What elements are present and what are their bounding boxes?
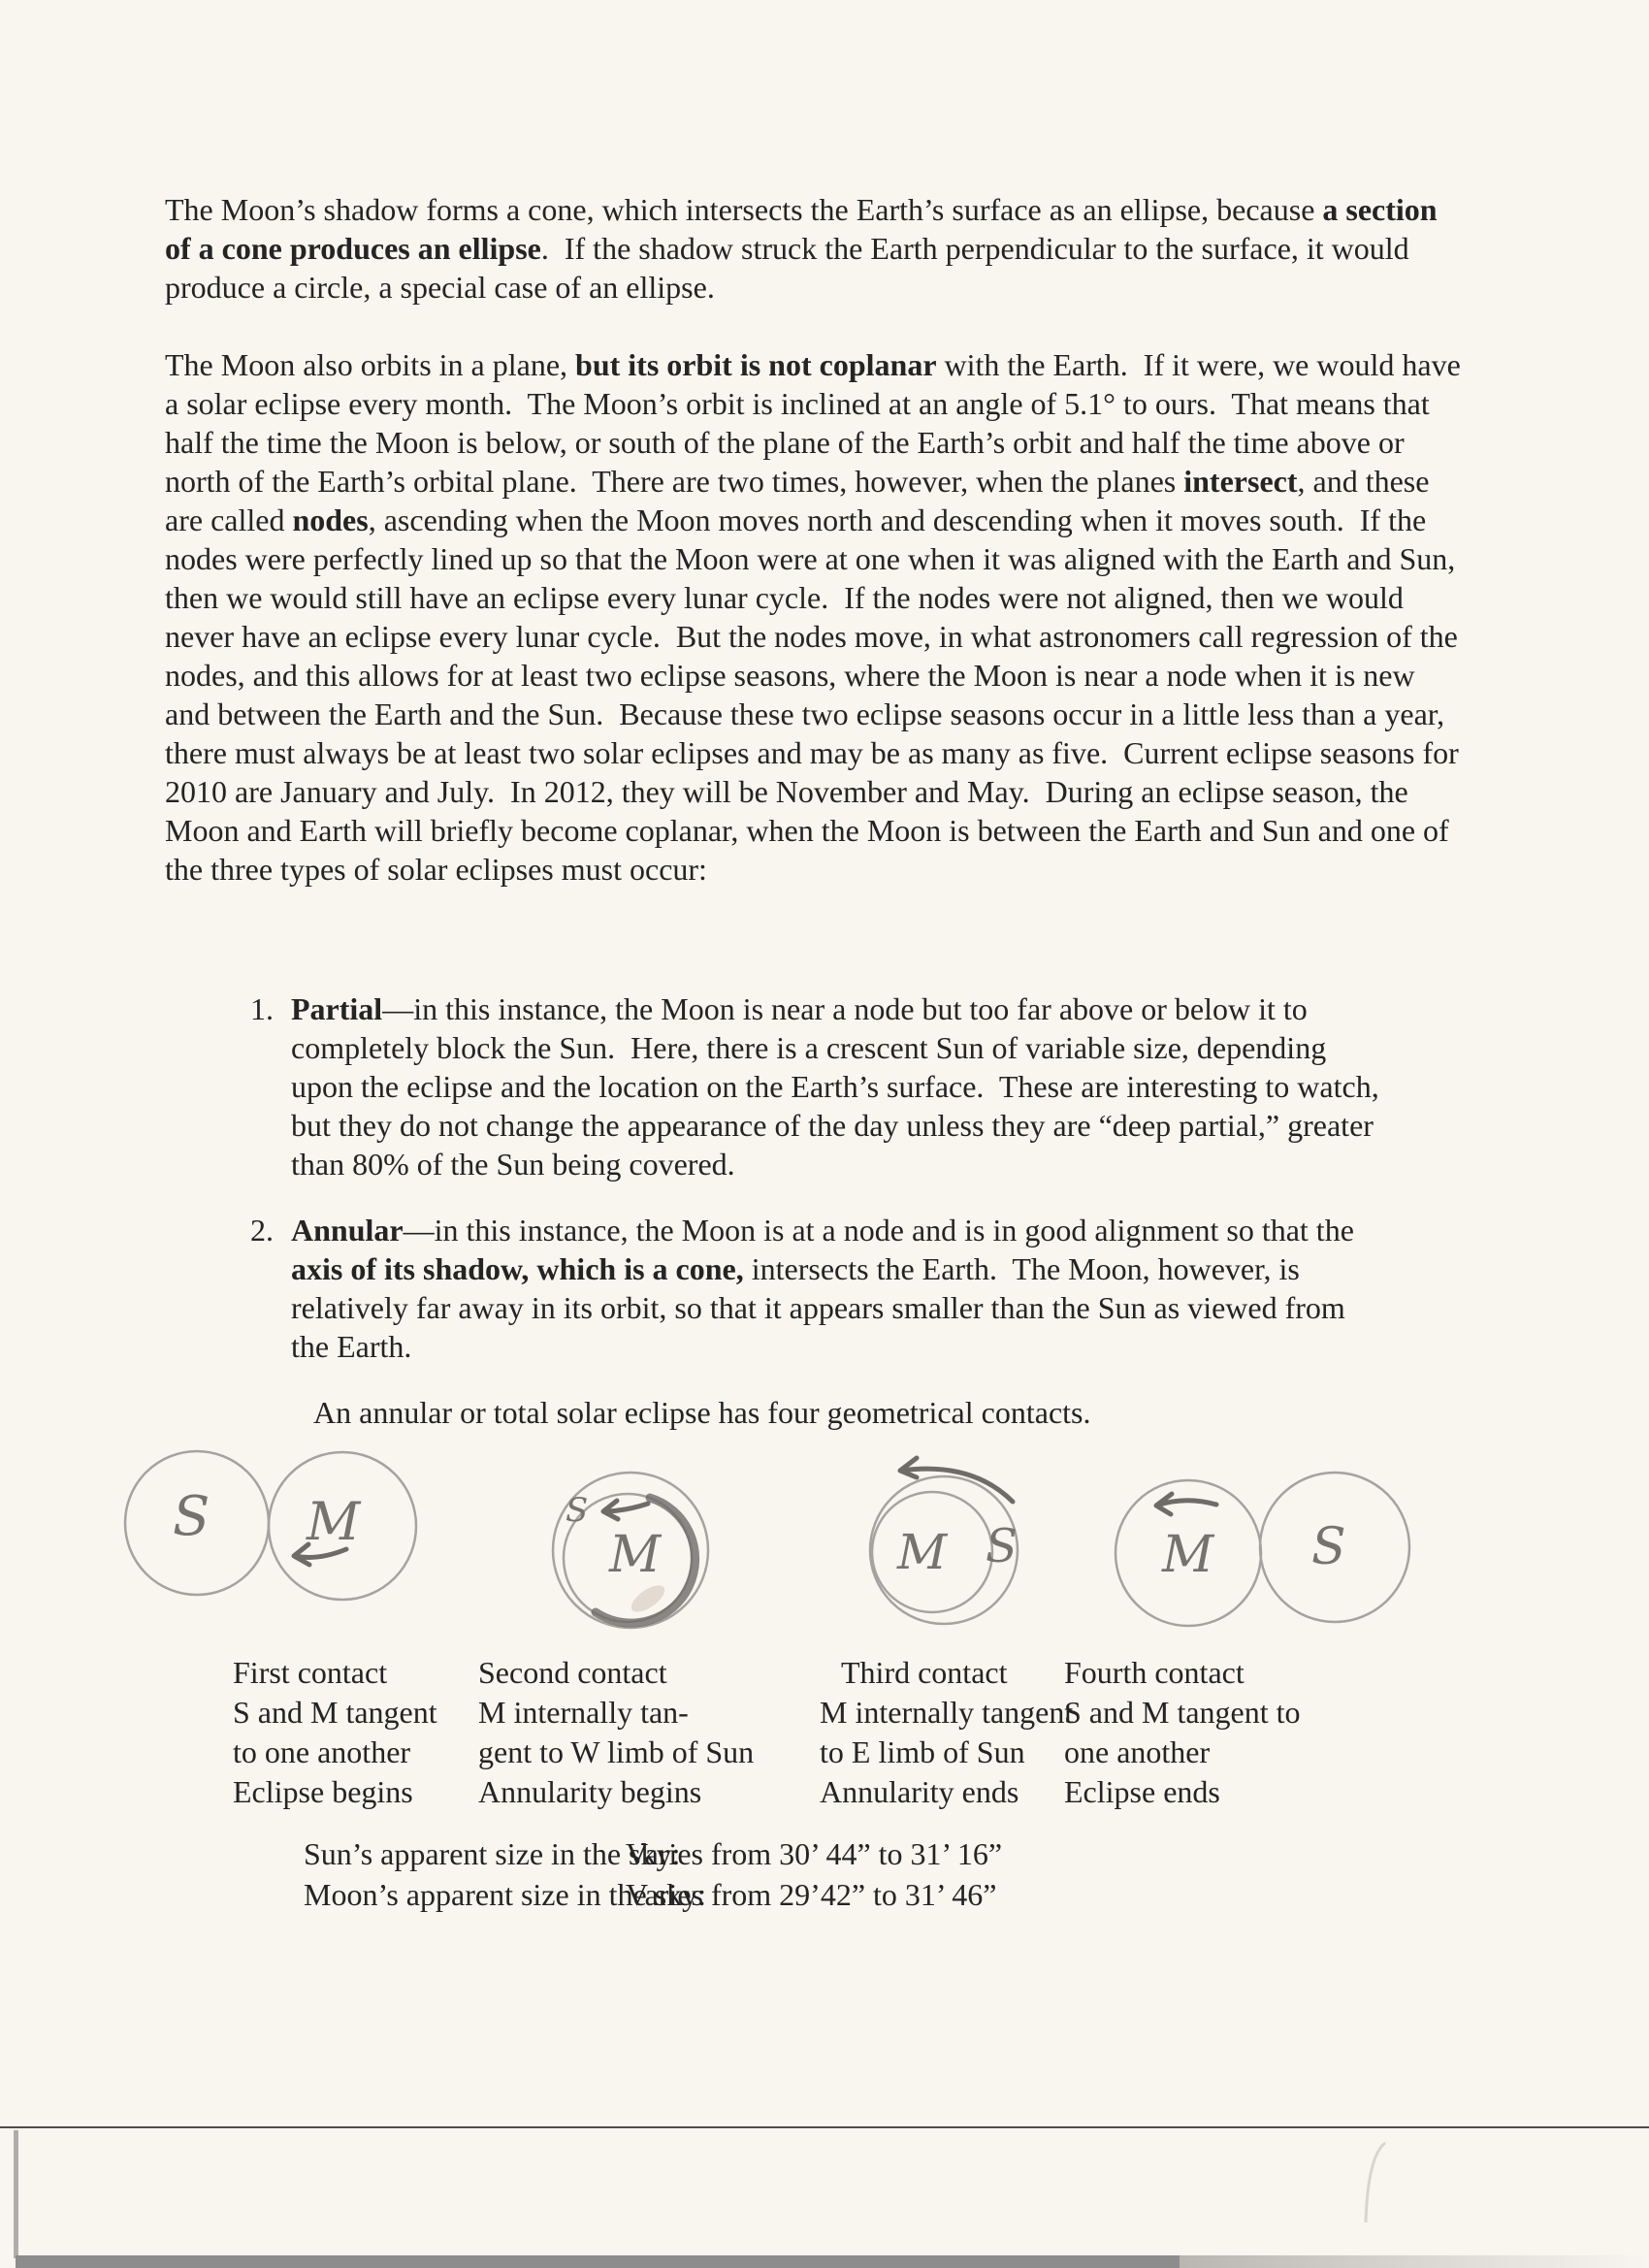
caption-line: Second contact <box>478 1655 667 1690</box>
sun-label: S <box>986 1519 1018 1573</box>
eclipse-contacts-figure <box>0 1426 1649 1669</box>
text-run-bold: axis of its shadow, which is a cone, <box>291 1251 744 1286</box>
list-item-partial <box>250 989 1387 1183</box>
scan-left-edge <box>14 2130 18 2258</box>
moon-label: M <box>609 1526 662 1584</box>
caption-line: S and M tangent <box>233 1695 437 1730</box>
text-run-bold: Partial <box>291 991 383 1026</box>
text-run-bold: Annular <box>291 1213 404 1247</box>
moon-size-value: Varies from 29’42” to 31’ 46” <box>626 1877 997 1912</box>
scan-edge-line <box>0 2126 1649 2128</box>
caption-second-contact <box>478 1653 754 1812</box>
list-item-annular <box>250 1211 1379 1366</box>
moon-label: M <box>307 1491 361 1552</box>
caption-line: First contact <box>233 1655 388 1690</box>
text-run: . If the shadow struck the Earth perpendicular to the surface, it would produce a circle, a special case of an ellipse. <box>165 231 1417 305</box>
caption-line: to one another <box>233 1734 411 1769</box>
caption-line: Eclipse begins <box>233 1774 413 1809</box>
scan-bottom-band-fade <box>1180 2255 1649 2268</box>
figure-second-contact <box>553 1473 708 1628</box>
list-number: 1. <box>250 991 274 1026</box>
caption-line: Fourth contact <box>1064 1655 1245 1690</box>
apparent-sizes-block <box>0 1836 1649 1924</box>
text-run-bold: nodes <box>292 502 369 537</box>
caption-line: to E limb of Sun <box>820 1734 1025 1769</box>
list-number: 2. <box>250 1213 274 1247</box>
sun-size-label: Sun’s apparent size in the sky: <box>304 1836 681 1871</box>
caption-first-contact <box>233 1653 437 1812</box>
moon-motion-arrow-icon <box>603 1501 648 1519</box>
text-run-bold: a section of a cone produces an ellipse <box>165 192 1445 266</box>
caption-line: Annularity begins <box>478 1774 702 1809</box>
paragraph-moon-shadow <box>165 190 1465 307</box>
caption-line: Annularity ends <box>820 1774 1019 1809</box>
moon-motion-arrow-icon <box>1156 1494 1216 1514</box>
text-run: The Moon also orbits in a plane, <box>165 347 576 382</box>
caption-line: Eclipse ends <box>1064 1774 1220 1809</box>
caption-line: Third contact <box>841 1655 1008 1690</box>
caption-third-contact <box>820 1653 1073 1812</box>
text-run: , and these are called <box>165 464 1438 537</box>
sun-size-value: Varies from 30’ 44” to 31’ 16” <box>626 1836 1003 1871</box>
contacts-intro-line: An annular or total solar eclipse has four geometrical contacts. <box>313 1395 1091 1430</box>
scan-bottom-band <box>16 2255 1180 2268</box>
text-run: The Moon’s shadow forms a cone, which intersects the Earth’s surface as an ellipse, because <box>165 192 1323 227</box>
caption-line: M internally tangent <box>820 1695 1074 1730</box>
moon-label: M <box>1162 1526 1214 1584</box>
figure-first-contact <box>125 1451 416 1600</box>
text-run: —in this instance, the Moon is at a node and is in good alignment so that the <box>403 1213 1362 1247</box>
figure-fourth-contact <box>1116 1473 1409 1626</box>
sun-label: S <box>566 1491 589 1530</box>
moon-label: M <box>897 1524 948 1580</box>
caption-line: one another <box>1064 1734 1211 1769</box>
text-run: intersects the Earth. The Moon, however, is relatively far away in its orbit, so that it appears smaller than the Sun as viewed from the Earth. <box>291 1251 1353 1364</box>
caption-line: gent to W limb of Sun <box>478 1734 755 1769</box>
moon-size-label: Moon’s apparent size in the sky: <box>304 1877 707 1912</box>
text-run: —in this instance, the Moon is near a node but too far above or below it to completely block the Sun. Here, there is a crescent Sun of variable size, depending upon the eclipse and the location on the Earth’s surface. These are interesting to watch, but they do not change the appearance of the day unless they are “deep partial,” greater than 80% of the Sun being covered. <box>291 991 1387 1182</box>
text-run: with the Earth. If it were, we would have a solar eclipse every month. The Moon’s orbit is inclined at an angle of 5.1° to ours. That means that half the time the Moon is below, or south of the plane of the Earth’s orbit and half the time above or north of the Earth’s orbital plane. There are two times, however, when the planes <box>165 347 1469 499</box>
faint-pencil-mark <box>1356 2139 1395 2226</box>
sun-label: S <box>173 1485 210 1548</box>
paragraph-moon-orbit <box>165 345 1469 889</box>
text-run-bold: intersect <box>1183 464 1298 499</box>
caption-line: S and M tangent to <box>1064 1695 1301 1730</box>
sun-label: S <box>1311 1518 1346 1576</box>
caption-line: M internally tan- <box>478 1695 689 1730</box>
caption-fourth-contact <box>1064 1653 1301 1812</box>
text-run: , ascending when the Moon moves north and descending when it moves south. If the nodes were perfectly lined up so that the Moon were at one when it was aligned with the Earth and Sun, then we would still have an eclipse every lunar cycle. If the nodes were not aligned, then we would never have an eclipse every lunar cycle. But the nodes move, in what astronomers call regression of the nodes, and this allows for at least two eclipse seasons, where the Moon is near a node when it is new and between the Earth and the Sun. Because these two eclipse seasons occur in a little less than a year, there must always be at least two solar eclipses and may be as many as five. Current eclipse seasons for 2010 are January and July. In 2012, they will be November and May. During an eclipse season, the Moon and Earth will briefly become coplanar, when the Moon is between the Earth and Sun and one of the three types of solar eclipses must occur: <box>165 502 1467 887</box>
figure-third-contact <box>870 1458 1018 1624</box>
text-run-bold: but its orbit is not coplanar <box>575 347 937 382</box>
